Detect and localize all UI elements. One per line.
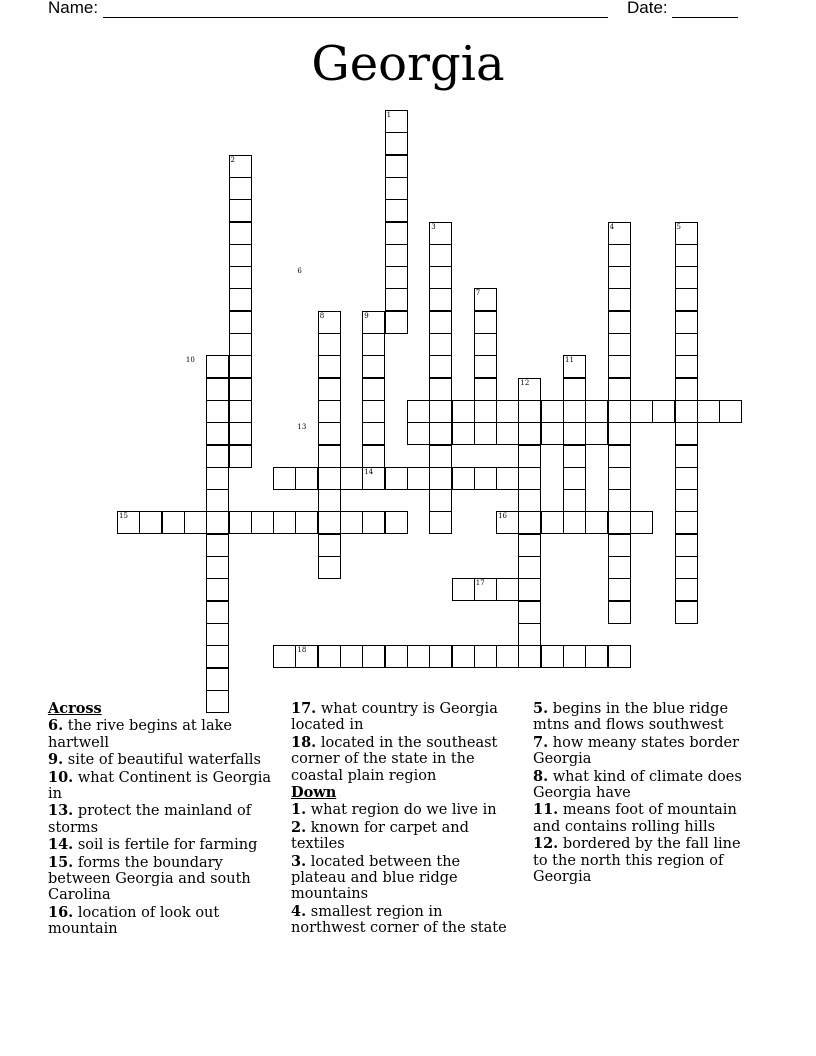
grid-cell[interactable] xyxy=(229,311,252,334)
clue-text: what region do we live in xyxy=(306,802,497,819)
grid-cell[interactable] xyxy=(563,378,586,401)
clue-text: what country is Georgia located in xyxy=(291,701,498,734)
clue-text: soil is fertile for farming xyxy=(73,837,258,854)
clue-number: 16. xyxy=(48,903,74,921)
grid-cell[interactable] xyxy=(518,534,541,557)
grid-cell[interactable] xyxy=(474,355,497,378)
clue-item xyxy=(291,820,516,853)
clue-text: known for carpet and textiles xyxy=(291,819,469,853)
grid-cell[interactable] xyxy=(206,668,229,691)
grid-cell[interactable] xyxy=(608,333,631,356)
grid-cell[interactable] xyxy=(452,645,475,668)
grid-cell[interactable] xyxy=(675,534,698,557)
grid-cell[interactable] xyxy=(206,489,229,512)
grid-cell[interactable] xyxy=(318,400,341,423)
grid-cell[interactable] xyxy=(541,645,564,668)
grid-cell[interactable] xyxy=(518,511,541,534)
clue-text: means foot of mountain and contains rolling hills xyxy=(533,802,737,835)
grid-cell[interactable] xyxy=(474,378,497,401)
grid-cell[interactable] xyxy=(206,400,229,423)
grid-cell[interactable] xyxy=(206,445,229,468)
cell-number: 18 xyxy=(297,646,307,655)
grid-cell[interactable] xyxy=(273,467,296,490)
grid-cell[interactable] xyxy=(362,400,385,423)
grid-cell[interactable] xyxy=(630,400,653,423)
grid-cell[interactable] xyxy=(608,378,631,401)
grid-cell[interactable] xyxy=(429,288,452,311)
grid-cell[interactable] xyxy=(162,511,185,534)
grid-cell[interactable] xyxy=(206,601,229,624)
grid-cell[interactable] xyxy=(429,467,452,490)
clue-item xyxy=(291,854,516,903)
grid-cell[interactable] xyxy=(184,511,207,534)
grid-cell[interactable] xyxy=(496,645,519,668)
grid-cell[interactable] xyxy=(407,467,430,490)
grid-cell[interactable] xyxy=(518,556,541,579)
grid-cell[interactable] xyxy=(206,534,229,557)
grid-cell[interactable] xyxy=(429,400,452,423)
clue-number: 3. xyxy=(291,852,307,870)
clue-text: site of beautiful waterfalls xyxy=(63,752,261,769)
grid-cell[interactable] xyxy=(675,244,698,267)
clue-item xyxy=(48,855,280,904)
clue-item xyxy=(291,802,516,818)
grid-cell[interactable] xyxy=(429,266,452,289)
grid-cell[interactable] xyxy=(496,400,519,423)
cell-number: 9 xyxy=(364,311,369,320)
grid-cell[interactable] xyxy=(206,645,229,668)
grid-cell[interactable] xyxy=(675,578,698,601)
grid-cell[interactable] xyxy=(608,511,631,534)
grid-cell[interactable] xyxy=(229,288,252,311)
grid-cell[interactable] xyxy=(318,645,341,668)
cell-number: 13 xyxy=(297,423,307,432)
grid-cell[interactable] xyxy=(318,534,341,557)
grid-cell[interactable] xyxy=(608,489,631,512)
grid-cell[interactable] xyxy=(385,132,408,155)
grid-cell[interactable] xyxy=(585,400,608,423)
down-heading: Down xyxy=(291,784,337,802)
clue-text: what Continent is Georgia in xyxy=(48,769,272,803)
grid-cell[interactable] xyxy=(496,578,519,601)
cell-number: 5 xyxy=(676,222,681,231)
grid-cell[interactable] xyxy=(518,400,541,423)
name-label: Name: xyxy=(48,0,99,17)
cell-number: 8 xyxy=(319,311,325,320)
grid-cell[interactable] xyxy=(541,422,564,445)
grid-cell[interactable] xyxy=(452,578,475,601)
grid-cell[interactable] xyxy=(229,400,252,423)
grid-cell[interactable] xyxy=(429,311,452,334)
grid-cell[interactable] xyxy=(452,467,475,490)
grid-cell[interactable] xyxy=(385,511,408,534)
grid-cell[interactable] xyxy=(318,556,341,579)
grid-cell[interactable] xyxy=(518,489,541,512)
grid-cell[interactable] xyxy=(295,467,318,490)
grid-cell[interactable] xyxy=(518,578,541,601)
grid-cell[interactable] xyxy=(362,645,385,668)
clue-number: 7. xyxy=(533,733,549,751)
grid-cell[interactable] xyxy=(608,311,631,334)
grid-cell[interactable] xyxy=(675,601,698,624)
clue-item xyxy=(48,837,280,853)
grid-cell[interactable] xyxy=(318,489,341,512)
clue-item xyxy=(48,770,280,803)
grid-cell[interactable] xyxy=(340,467,363,490)
grid-cell[interactable] xyxy=(585,645,608,668)
cell-number: 10 xyxy=(185,356,195,365)
cell-number: 2 xyxy=(230,155,235,164)
grid-cell[interactable] xyxy=(474,467,497,490)
grid-cell[interactable] xyxy=(385,222,408,245)
grid-cell[interactable] xyxy=(541,400,564,423)
clue-text: begins in the blue ridge mtns and flows southwest xyxy=(533,701,729,734)
grid-cell[interactable] xyxy=(362,422,385,445)
grid-cell[interactable] xyxy=(563,511,586,534)
cell-number: 4 xyxy=(609,222,615,231)
grid-cell[interactable] xyxy=(675,400,698,423)
grid-cell[interactable] xyxy=(585,422,608,445)
grid-cell[interactable] xyxy=(518,422,541,445)
grid-cell[interactable] xyxy=(675,511,698,534)
grid-cell[interactable] xyxy=(675,311,698,334)
grid-cell[interactable] xyxy=(429,645,452,668)
grid-cell[interactable] xyxy=(563,467,586,490)
grid-cell[interactable] xyxy=(385,266,408,289)
grid-cell[interactable] xyxy=(474,311,497,334)
clues-column-3 xyxy=(533,701,758,886)
grid-cell[interactable] xyxy=(608,288,631,311)
grid-cell[interactable] xyxy=(206,355,229,378)
clue-item xyxy=(291,735,516,784)
grid-cell[interactable] xyxy=(518,601,541,624)
grid-cell[interactable] xyxy=(318,445,341,468)
grid-cell[interactable] xyxy=(318,378,341,401)
grid-cell[interactable] xyxy=(608,355,631,378)
clue-number: 17. xyxy=(291,700,317,717)
clue-number: 10. xyxy=(48,768,74,786)
clue-text: located in the southeast corner of the state in the coastal plain region xyxy=(291,734,498,784)
grid-cell[interactable] xyxy=(429,422,452,445)
grid-cell[interactable] xyxy=(474,645,497,668)
grid-cell[interactable] xyxy=(697,400,720,423)
clue-item xyxy=(533,769,758,802)
grid-cell[interactable] xyxy=(474,422,497,445)
clue-number: 12. xyxy=(533,835,559,853)
clue-text: smallest region in northwest corner of the state xyxy=(291,903,507,937)
grid-cell[interactable] xyxy=(206,378,229,401)
clue-number: 9. xyxy=(48,751,64,769)
grid-cell[interactable] xyxy=(563,645,586,668)
grid-cell[interactable] xyxy=(229,378,252,401)
clue-text: location of look out mountain xyxy=(48,904,220,938)
grid-cell[interactable] xyxy=(630,511,653,534)
grid-cell[interactable] xyxy=(385,645,408,668)
grid-cell[interactable] xyxy=(429,489,452,512)
grid-cell[interactable] xyxy=(429,244,452,267)
grid-cell[interactable] xyxy=(608,534,631,557)
grid-cell[interactable] xyxy=(229,355,252,378)
grid-cell[interactable] xyxy=(518,445,541,468)
clue-item xyxy=(533,735,758,768)
clue-number: 14. xyxy=(48,836,74,854)
grid-cell[interactable] xyxy=(675,467,698,490)
cell-number: 6 xyxy=(297,267,302,276)
grid-cell[interactable] xyxy=(675,355,698,378)
grid-cell[interactable] xyxy=(608,645,631,668)
clue-number: 13. xyxy=(48,802,74,820)
grid-cell[interactable] xyxy=(385,199,408,222)
grid-cell[interactable] xyxy=(362,355,385,378)
grid-cell[interactable] xyxy=(675,422,698,445)
grid-cell[interactable] xyxy=(229,177,252,200)
grid-cell[interactable] xyxy=(452,422,475,445)
grid-cell[interactable] xyxy=(407,422,430,445)
clue-number: 6. xyxy=(48,717,64,735)
cell-number: 16 xyxy=(498,512,508,521)
grid-cell[interactable] xyxy=(452,400,475,423)
cell-number: 3 xyxy=(431,222,436,231)
grid-cell[interactable] xyxy=(429,333,452,356)
grid-cell[interactable] xyxy=(206,556,229,579)
clue-number: 15. xyxy=(48,853,74,871)
clue-number: 1. xyxy=(291,801,307,819)
grid-cell[interactable] xyxy=(429,445,452,468)
grid-cell[interactable] xyxy=(295,511,318,534)
grid-cell[interactable] xyxy=(496,422,519,445)
grid-cell[interactable] xyxy=(229,222,252,245)
grid-cell[interactable] xyxy=(429,355,452,378)
clue-item xyxy=(533,836,758,885)
grid-cell[interactable] xyxy=(563,445,586,468)
grid-cell[interactable] xyxy=(675,556,698,579)
grid-cell[interactable] xyxy=(675,378,698,401)
grid-cell[interactable] xyxy=(585,511,608,534)
grid-cell[interactable] xyxy=(608,400,631,423)
grid-cell[interactable] xyxy=(675,266,698,289)
grid-cell[interactable] xyxy=(518,645,541,668)
clue-text: the rive begins at lake hartwell xyxy=(48,718,232,751)
clue-text: what kind of climate does Georgia have xyxy=(533,768,742,802)
grid-cell[interactable] xyxy=(608,578,631,601)
clue-item xyxy=(48,752,280,768)
grid-cell[interactable] xyxy=(429,378,452,401)
clue-item xyxy=(291,904,516,937)
cell-number: 1 xyxy=(386,111,392,119)
grid-cell[interactable] xyxy=(608,467,631,490)
grid-cell[interactable] xyxy=(229,266,252,289)
clue-number: 2. xyxy=(291,818,307,836)
grid-cell[interactable] xyxy=(229,244,252,267)
grid-cell[interactable] xyxy=(652,400,675,423)
clues-column-1 xyxy=(48,701,280,939)
grid-cell[interactable] xyxy=(273,511,296,534)
grid-cell[interactable] xyxy=(608,556,631,579)
grid-cell[interactable] xyxy=(206,422,229,445)
grid-cell[interactable] xyxy=(229,199,252,222)
page-title: Georgia xyxy=(311,36,505,92)
grid-cell[interactable] xyxy=(407,645,430,668)
grid-cell[interactable] xyxy=(518,623,541,646)
grid-cell[interactable] xyxy=(385,288,408,311)
grid-cell[interactable] xyxy=(675,333,698,356)
grid-cell[interactable] xyxy=(318,355,341,378)
grid-cell[interactable] xyxy=(362,333,385,356)
clue-number: 4. xyxy=(291,902,307,920)
clue-text: bordered by the fall line to the north this region of Georgia xyxy=(533,836,741,886)
cell-number: 7 xyxy=(475,289,481,298)
grid-cell[interactable] xyxy=(496,467,519,490)
grid-cell[interactable] xyxy=(251,511,274,534)
grid-cell[interactable] xyxy=(407,400,430,423)
grid-cell[interactable] xyxy=(474,400,497,423)
clue-number: 5. xyxy=(533,700,549,717)
clue-item xyxy=(533,701,758,734)
clue-number: 18. xyxy=(291,733,317,751)
cell-number: 15 xyxy=(119,512,128,521)
clue-text: protect the mainland of storms xyxy=(48,803,252,836)
grid-cell[interactable] xyxy=(675,489,698,512)
clue-item xyxy=(533,802,758,835)
clue-item xyxy=(48,803,280,836)
grid-cell[interactable] xyxy=(608,266,631,289)
across-heading: Across xyxy=(48,700,102,717)
grid-cell[interactable] xyxy=(385,177,408,200)
grid-cell[interactable] xyxy=(139,511,162,534)
grid-cell[interactable] xyxy=(206,511,229,534)
grid-cell[interactable] xyxy=(429,511,452,534)
grid-cell[interactable] xyxy=(318,422,341,445)
grid-cell[interactable] xyxy=(318,467,341,490)
cell-number: 17 xyxy=(475,579,485,588)
date-label: Date: xyxy=(627,0,668,17)
grid-cell[interactable] xyxy=(385,311,408,334)
grid-cell[interactable] xyxy=(318,333,341,356)
cell-number: 14 xyxy=(364,467,374,476)
clue-text: located between the plateau and blue ridge mountains xyxy=(291,853,461,903)
grid-cell[interactable] xyxy=(229,333,252,356)
grid-cell[interactable] xyxy=(318,511,341,534)
grid-cell[interactable] xyxy=(206,467,229,490)
grid-cell[interactable] xyxy=(206,623,229,646)
grid-cell[interactable] xyxy=(675,288,698,311)
grid-cell[interactable] xyxy=(608,422,631,445)
grid-cell[interactable] xyxy=(362,511,385,534)
grid-cell[interactable] xyxy=(675,445,698,468)
clue-text: forms the boundary between Georgia and south Carolina xyxy=(48,854,251,904)
clue-item xyxy=(291,701,516,734)
cell-number: 12 xyxy=(520,378,530,387)
clues-column-2 xyxy=(291,701,516,938)
grid-cell[interactable] xyxy=(719,400,742,423)
grid-cell[interactable] xyxy=(362,378,385,401)
grid-cell[interactable] xyxy=(608,445,631,468)
grid-cell[interactable] xyxy=(229,422,252,445)
grid-cell[interactable] xyxy=(229,445,252,468)
grid-cell[interactable] xyxy=(385,467,408,490)
grid-cell[interactable] xyxy=(362,445,385,468)
grid-cell[interactable] xyxy=(385,244,408,267)
grid-cell[interactable] xyxy=(229,511,252,534)
grid-cell[interactable] xyxy=(608,244,631,267)
grid-cell[interactable] xyxy=(385,155,408,178)
grid-cell[interactable] xyxy=(541,511,564,534)
grid-cell[interactable] xyxy=(563,400,586,423)
clue-number: 8. xyxy=(533,767,549,785)
clue-text: how meany states border Georgia xyxy=(533,734,740,768)
grid-cell[interactable] xyxy=(518,467,541,490)
grid-cell[interactable] xyxy=(563,422,586,445)
clue-number: 11. xyxy=(533,801,559,819)
clue-item xyxy=(48,905,280,938)
clue-item xyxy=(48,718,280,751)
grid-cell[interactable] xyxy=(563,489,586,512)
cell-number: 11 xyxy=(565,356,574,365)
grid-cell[interactable] xyxy=(474,333,497,356)
grid-cell[interactable] xyxy=(206,578,229,601)
grid-cell[interactable] xyxy=(340,645,363,668)
grid-cell[interactable] xyxy=(608,601,631,624)
grid-cell[interactable] xyxy=(340,511,363,534)
grid-cell[interactable] xyxy=(273,645,296,668)
